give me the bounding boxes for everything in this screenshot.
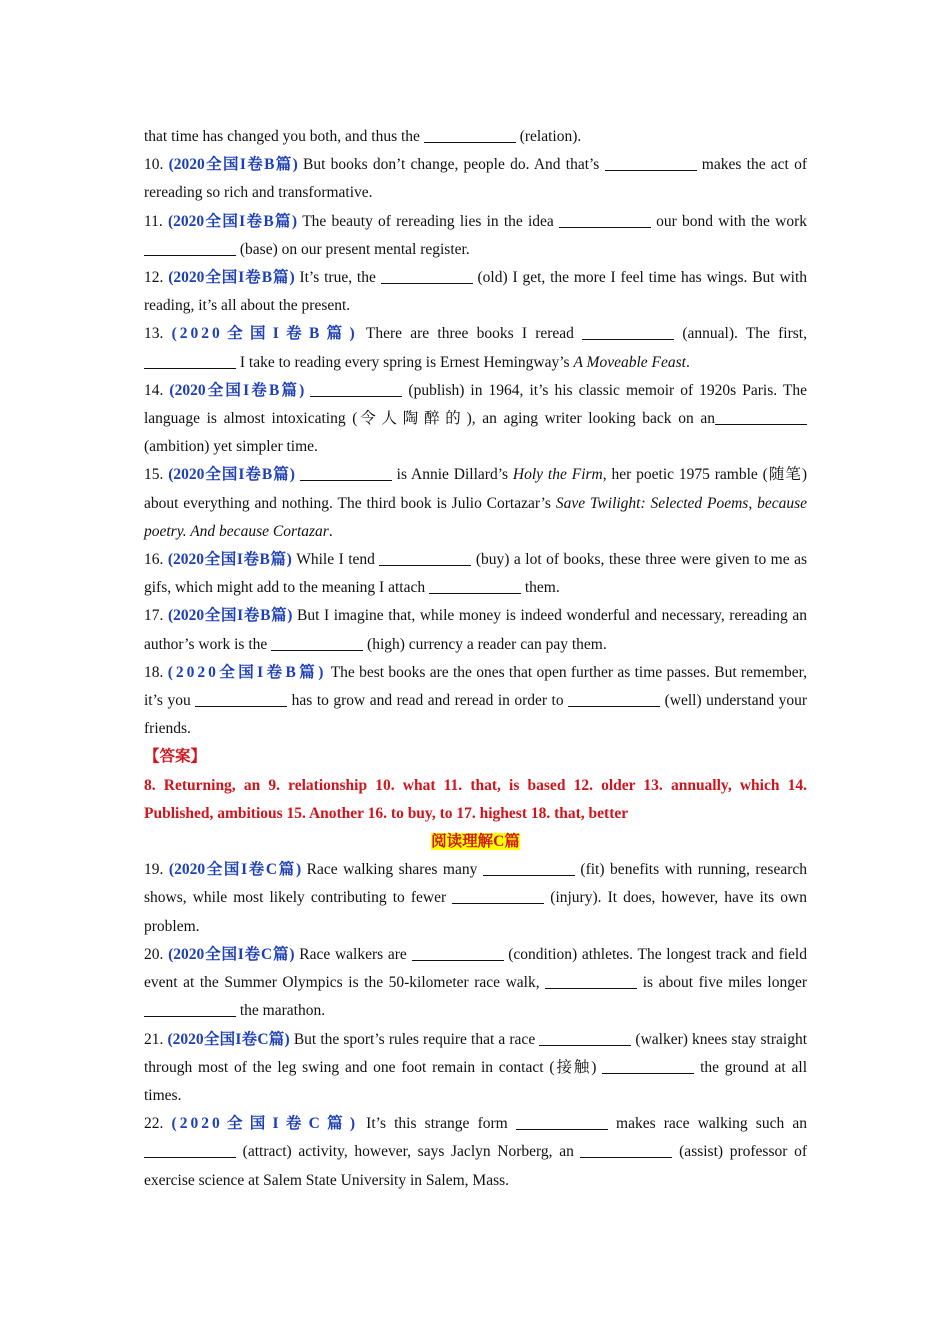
- answer-blank[interactable]: [381, 268, 473, 285]
- source-tag: (2020全国I卷C篇): [167, 1030, 290, 1048]
- answer-blank[interactable]: [144, 352, 236, 369]
- answer-blank[interactable]: [144, 1001, 236, 1018]
- answer-blank[interactable]: [144, 1142, 236, 1159]
- book-title: Holy the Firm: [512, 466, 603, 484]
- source-tag: (2020全国I卷B篇): [168, 156, 298, 174]
- document-page: [144, 123, 807, 1195]
- question-20: 20. (2020全国I卷C篇) Race walkers are (condition) athletes. The longest track and field event at the Summer Olympics is the 50-kilometer race walk, is about five miles longer the marathon.: [144, 945, 807, 1020]
- question-21: 21. (2020全国I卷C篇) But the sport’s rules require that a race (walker) knees stay straight through most of the leg swing and one foot remain in contact (接触) the ground at all times.: [144, 1030, 807, 1104]
- answer-blank[interactable]: [429, 578, 521, 595]
- answer-blank[interactable]: [144, 239, 236, 256]
- answer-blank[interactable]: [412, 944, 504, 961]
- question-16: 16. (2020全国I卷B篇) While I tend (buy) a lot of books, these three were given to me as gifs, which might add to the meaning I attach them.: [144, 551, 807, 597]
- answer-blank[interactable]: [568, 691, 660, 708]
- answer-blank[interactable]: [516, 1114, 608, 1131]
- question-15: 15. (2020全国I卷B篇) is Annie Dillard’s Holy the Firm, her poetic 1975 ramble (随笔) about everything and nothing. The third book is Julio Cortazar’s Save Twilight: Selected Poems, because poetry. And because Cortazar.: [144, 466, 807, 540]
- question-14: 14. (2020全国I卷B篇) (publish) in 1964, it’s his classic memoir of 1920s Paris. The language is almost intoxicating (令人陶醉的), an aging writer looking back on an (ambition) yet simpler time.: [144, 381, 807, 456]
- book-title: Save Twilight: Selected Poems, because poetry. And because Cortazar: [144, 494, 807, 540]
- section-title: [144, 828, 807, 856]
- source-tag: (2020全国I卷B篇): [168, 212, 297, 230]
- answer-blank[interactable]: [580, 1142, 672, 1159]
- answer-blank[interactable]: [310, 380, 402, 397]
- source-tag: (2020全国I卷B篇): [167, 663, 327, 681]
- source-tag: (2020全国I卷B篇): [167, 607, 293, 625]
- section-title-label: 阅读理解C篇: [431, 833, 520, 851]
- source-tag: (2020全国I卷B篇): [167, 551, 292, 569]
- question-13: 13. (2020全国I卷B篇) There are three books I reread (annual). The first, I take to reading every spring is Ernest Hemingway’s A Moveable Feast.: [144, 325, 807, 371]
- answer-blank[interactable]: [195, 691, 287, 708]
- answer-blank[interactable]: [300, 465, 392, 482]
- question-17: 17. (2020全国I卷B篇) But I imagine that, while money is indeed wonderful and necessary, rereading an author’s work is the (high) currency a reader can pay them.: [144, 607, 807, 653]
- answer-blank[interactable]: [545, 973, 637, 990]
- answer-blank[interactable]: [582, 324, 674, 341]
- question-12: 12. (2020全国I卷B篇) It’s true, the (old) I get, the more I feel time has wings. But with reading, it’s all about the present.: [144, 269, 808, 315]
- source-tag: (2020全国I卷B篇): [169, 381, 305, 399]
- source-tag: (2020全国I卷C篇): [171, 1115, 359, 1133]
- answer-blank[interactable]: [452, 888, 544, 905]
- answer-blank[interactable]: [605, 155, 697, 172]
- answer-heading: 【答案】: [144, 748, 207, 766]
- question-11: 11. (2020全国I卷B篇) The beauty of rereading lies in the idea our bond with the work (base) on our present mental register.: [144, 212, 807, 258]
- question-10: 10. (2020全国I卷B篇) But books don’t change, people do. And that’s makes the act of rereading so rich and transformative.: [144, 156, 807, 202]
- question-9-tail: that time has changed you both, and thus the (relation).: [144, 128, 582, 145]
- answer-blank[interactable]: [379, 550, 471, 567]
- source-tag: (2020全国I卷B篇): [168, 269, 295, 287]
- question-22: 22. (2020全国I卷C篇) It’s this strange form makes race walking such an (attract) activity, however, says Jaclyn Norberg, an (assist) professor of exercise science at Salem State University in Salem, Mass.: [144, 1115, 807, 1189]
- answer-key: 8. Returning, an 9. relationship 10. what 11. that, is based 12. older 13. annually, which 14. Published, ambitious 15. Another 16. to buy, to 17. highest 18. that, better: [144, 776, 807, 822]
- answer-blank[interactable]: [483, 860, 575, 877]
- question-19: 19. (2020全国I卷C篇) Race walking shares many (fit) benefits with running, research shows, while most likely contributing to fewer (injury). It does, however, have its own problem.: [144, 861, 808, 935]
- answer-blank[interactable]: [424, 127, 516, 144]
- answer-blank[interactable]: [715, 409, 807, 426]
- source-tag: (2020全国I卷B篇): [171, 325, 358, 343]
- question-18: 18. (2020全国I卷B篇) The best books are the ones that open further as time passes. But remember, it’s you has to grow and read and reread in order to (well) understand your friends.: [144, 663, 808, 738]
- source-tag: (2020全国I卷C篇): [168, 945, 295, 963]
- answer-blank[interactable]: [602, 1057, 694, 1074]
- answer-blank[interactable]: [539, 1029, 631, 1046]
- book-title: A Moveable Feast: [573, 353, 686, 371]
- answer-blank[interactable]: [271, 634, 363, 651]
- source-tag: (2020全国I卷C篇): [168, 861, 302, 879]
- answer-blank[interactable]: [559, 211, 651, 228]
- source-tag: (2020全国I卷B篇): [168, 466, 295, 484]
